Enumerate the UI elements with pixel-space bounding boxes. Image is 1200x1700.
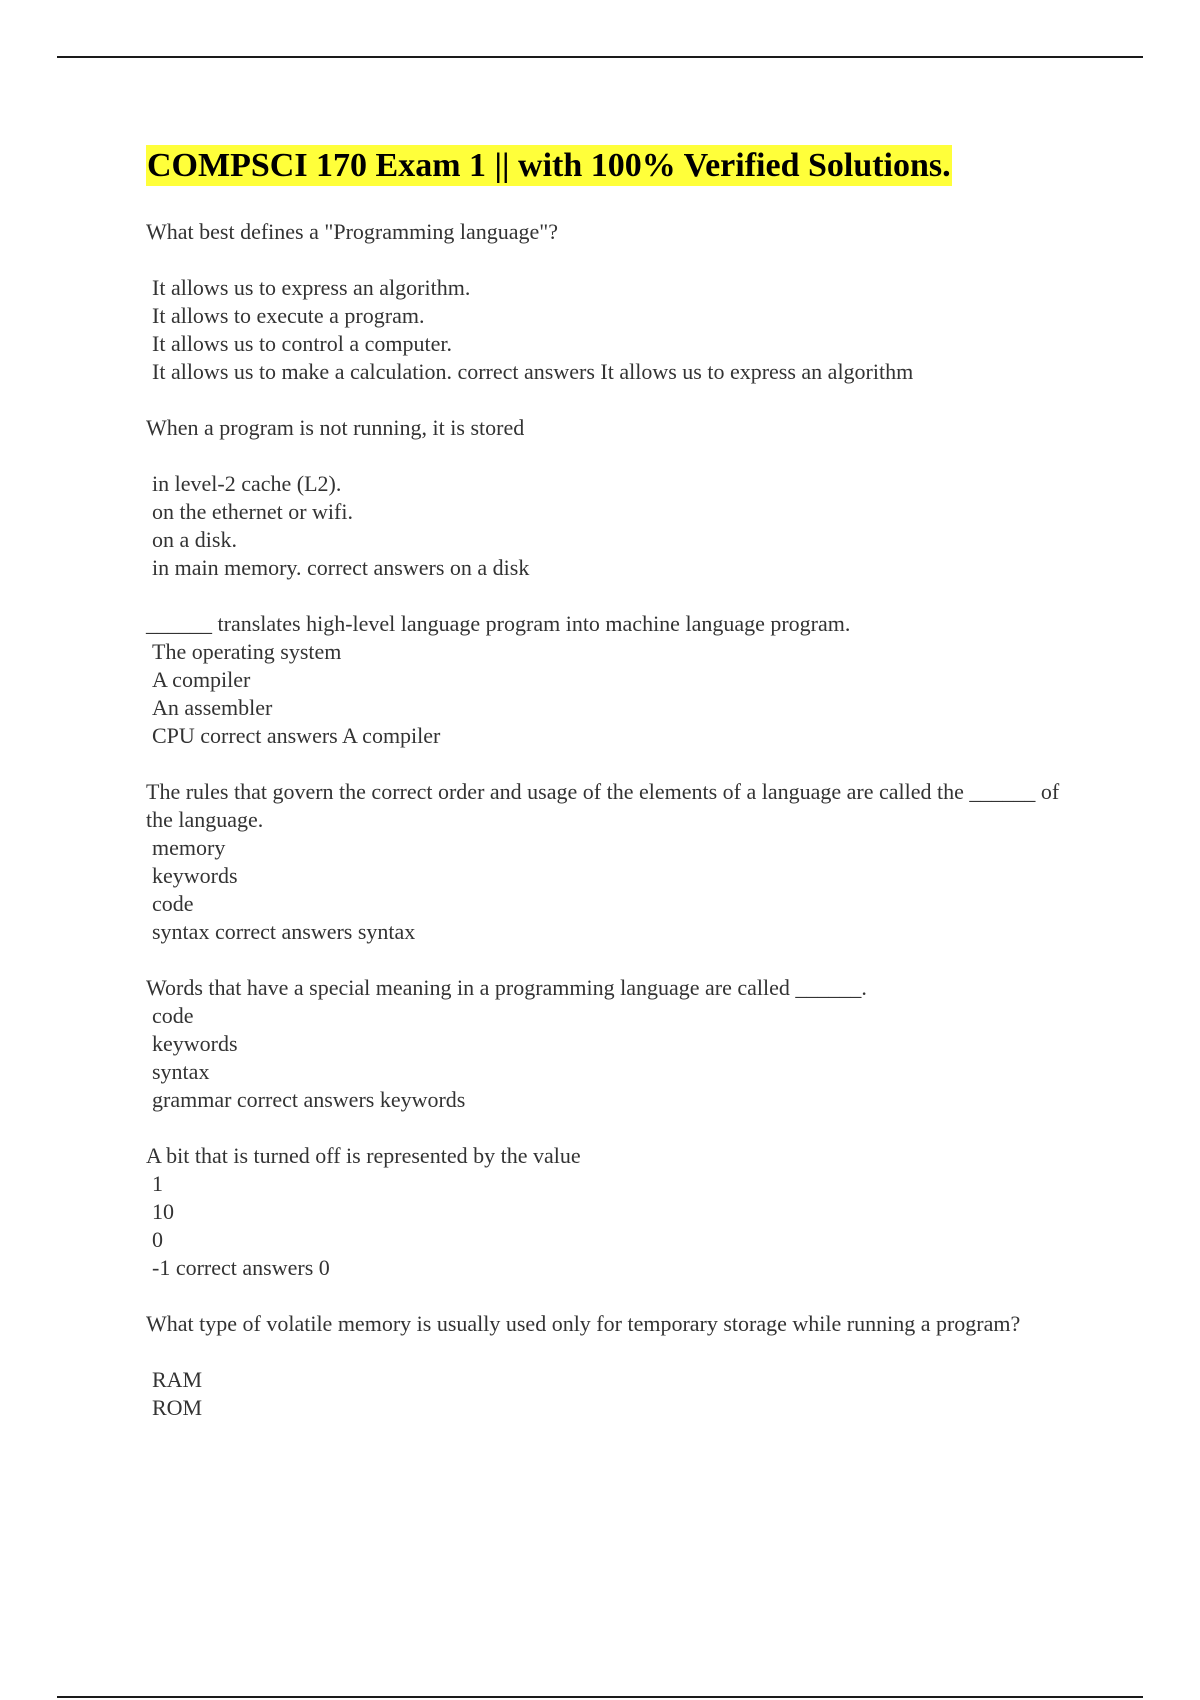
answer-option: It allows us to express an algorithm.: [152, 275, 471, 300]
answer-option: 10: [152, 1199, 174, 1224]
answer-option: code: [152, 1003, 194, 1028]
question-block-3: [146, 610, 1076, 750]
question-block-7: [146, 1310, 1076, 1422]
top-rule: [57, 56, 1143, 58]
question-text: What best defines a "Programming language"?: [146, 219, 558, 244]
answer-option: syntax: [152, 1059, 210, 1084]
answer-option: An assembler: [152, 695, 273, 720]
answer-option: 1: [152, 1171, 163, 1196]
answer-option: It allows us to control a computer.: [152, 331, 452, 356]
answer-option: A compiler: [152, 667, 251, 692]
answer-option: code: [152, 891, 194, 916]
document-body: [146, 144, 1076, 1450]
title-container: [146, 144, 1076, 190]
question-text: When a program is not running, it is stored: [146, 415, 525, 440]
answer-option: in level-2 cache (L2).: [152, 471, 342, 496]
spacer: [146, 442, 1076, 470]
answer-option: CPU correct answers A compiler: [152, 723, 441, 748]
answer-option: 0: [152, 1227, 163, 1252]
question-text: The rules that govern the correct order and usage of the elements of a language are called the ______ of the language.: [146, 779, 1060, 832]
question-block-4: [146, 778, 1076, 946]
answer-option: It allows us to make a calculation. correct answers It allows us to express an algorithm: [152, 359, 914, 384]
answer-option: on a disk.: [152, 527, 237, 552]
answer-option: -1 correct answers 0: [152, 1255, 330, 1280]
answer-option: syntax correct answers syntax: [152, 919, 416, 944]
spacer: [146, 1338, 1076, 1366]
answer-option: keywords: [152, 1031, 238, 1056]
document-title: COMPSCI 170 Exam 1 || with 100% Verified Solutions.: [147, 147, 951, 184]
question-block-6: [146, 1142, 1076, 1282]
bottom-rule: [57, 1696, 1143, 1698]
answer-option: in main memory. correct answers on a disk: [152, 555, 530, 580]
question-text: Words that have a special meaning in a programming language are called ______.: [146, 975, 867, 1000]
answer-option: RAM: [152, 1367, 203, 1392]
answer-option: memory: [152, 835, 226, 860]
answer-option: keywords: [152, 863, 238, 888]
spacer: [146, 246, 1076, 274]
question-block-1: [146, 218, 1076, 386]
question-text: What type of volatile memory is usually used only for temporary storage while running a program?: [146, 1311, 1021, 1336]
question-block-2: [146, 414, 1076, 582]
answer-option: The operating system: [152, 639, 342, 664]
question-block-5: [146, 974, 1076, 1114]
answer-option: on the ethernet or wifi.: [152, 499, 353, 524]
question-text: ______ translates high-level language program into machine language program.: [146, 611, 851, 636]
answer-option: It allows to execute a program.: [152, 303, 425, 328]
answer-option: ROM: [152, 1395, 203, 1420]
question-text: A bit that is turned off is represented by the value: [146, 1143, 581, 1168]
answer-option: grammar correct answers keywords: [152, 1087, 466, 1112]
